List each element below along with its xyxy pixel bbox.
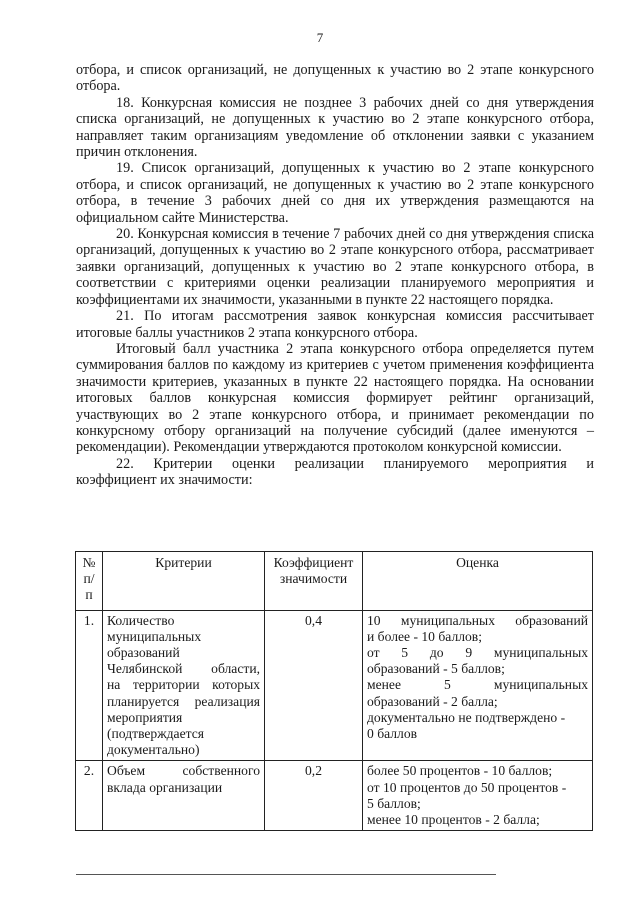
header-criteria: Критерии [103,552,265,611]
score-line: 5 баллов; [367,795,421,811]
criteria-line: муниципальных [107,628,202,644]
paragraph-18: 18. Конкурсная комиссия не позднее 3 рабочих дней со дня утверждения списка организаций, не допущенных к участию во 2 этапе конкурсного отбора, направляет таким организациям уведомление об отклонении заявки с указанием причин отклонения. [76,94,594,161]
criteria-table [75,551,593,831]
criteria-line: Количество [107,612,175,628]
row-criteria [103,610,265,761]
paragraph-21: 21. По итогам рассмотрения заявок конкурсная комиссия рассчитывает итоговые баллы участников 2 этапа конкурсного отбора. [76,308,594,341]
page-number: 7 [316,30,324,45]
score-line: от 5 до 9 муниципальных [367,645,588,661]
header-number: № п/п [76,552,103,611]
score-line: и более - 10 баллов; [367,628,483,644]
row-number: 2. [76,761,103,831]
score-line: образований - 5 баллов; [367,661,505,677]
row-number: 1. [76,610,103,761]
document-body [76,62,594,489]
row-score [363,610,593,761]
header-score: Оценка [363,552,593,611]
row-coefficient: 0,2 [265,761,363,831]
score-line: менее 5 муниципальных [367,677,588,693]
score-line: документально не подтверждено - [367,709,566,725]
score-line: 10 муниципальных образований [367,612,588,628]
criteria-line: образований [107,645,180,661]
criteria-line: вклада организации [107,779,223,795]
table-row [76,610,593,761]
footer-divider [76,874,496,875]
score-line: образований - 2 балла; [367,693,498,709]
table-row [76,761,593,831]
criteria-line: планируется реализация [107,693,260,709]
criteria-line: (подтверждается [107,726,205,742]
paragraph-22-heading: 22. Критерии оценки реализации планируемого мероприятия и [116,455,594,472]
paragraph-17-continuation: отбора, и список организаций, не допущенных к участию во 2 этапе конкурсного отбора. [76,62,594,95]
score-line: менее 10 процентов - 2 балла; [367,812,540,828]
row-coefficient: 0,4 [265,610,363,761]
table-header-row [76,552,593,611]
criteria-line: на территории которых [107,677,260,693]
criteria-line: Объем собственного [107,763,260,779]
score-line: 0 баллов [367,726,418,742]
criteria-line: Челябинской области, [107,661,260,677]
criteria-line: мероприятия [107,709,183,725]
score-line: более 50 процентов - 10 баллов; [367,763,553,779]
row-criteria [103,761,265,831]
score-line: от 10 процентов до 50 процентов - [367,779,567,795]
paragraph-19: 19. Список организаций, допущенных к участию во 2 этапе конкурсного отбора, и список организаций, не допущенных к участию во 2 этапе конкурсного отбора, в течение 3 рабочих дней со дня их утверждения размещаются на официальном сайте Министерства. [76,160,594,226]
criteria-line: документально) [107,742,200,758]
header-coefficient: Коэффициент значимости [265,552,363,611]
row-score [363,761,593,831]
paragraph-21-final-score: Итоговый балл участника 2 этапа конкурсного отбора определяется путем суммирования баллов по каждому из критериев с учетом применения коэффициента значимости критериев, указанных в пункте 22 настоящего порядка. На основании итоговых баллов конкурсная комиссия формирует рейтинг организаций, участвующих во 2 этапе конкурсного отбора, и принимает рекомендации по конкурсному отбору организаций на получение субсидий (далее именуются – рекомендации). Рекомендации утверждаются протоколом конкурсной комиссии. [76,340,594,456]
paragraph-20: 20. Конкурсная комиссия в течение 7 рабочих дней со дня утверждения списка организаций, допущенных к участию во 2 этапе конкурсного отбора, рассматривает заявки организаций, допущенных к участию во 2 этапе конкурсного отбора, в соответствии с критериями оценки реализации планируемого мероприятия и коэффициентами их значимости, указанными в пункте 22 настоящего порядка. [76,226,594,308]
paragraph-22-tail: коэффициент их значимости: [76,472,253,489]
